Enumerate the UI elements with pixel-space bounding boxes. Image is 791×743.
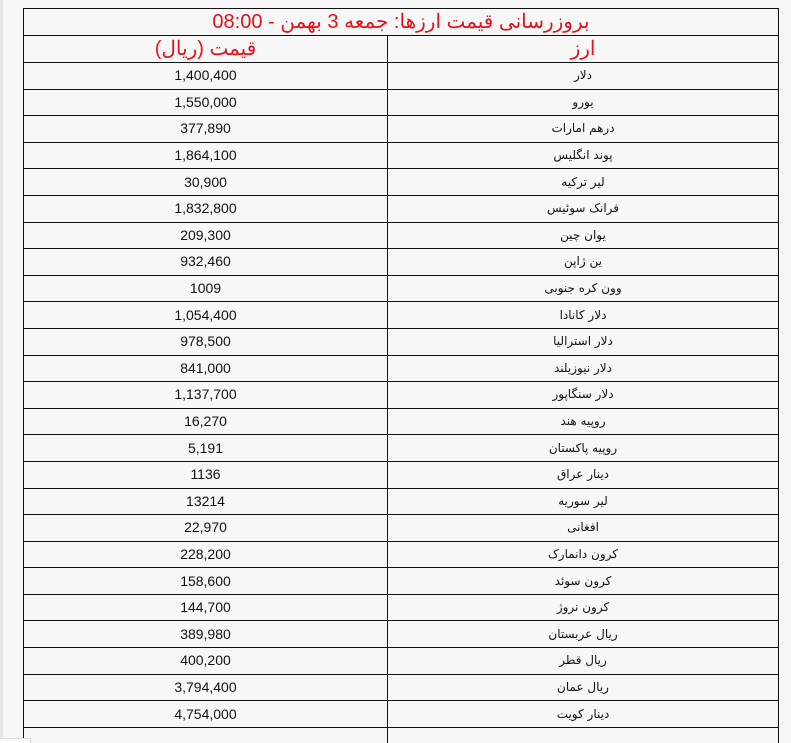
currency-price: 978,500 (24, 328, 388, 355)
table-row (24, 648, 779, 675)
currency-name: دلار کانادا (388, 302, 779, 329)
currency-name: ریال قطر (388, 648, 779, 675)
page-left-edge (0, 0, 3, 743)
currency-name: یورو (388, 89, 779, 116)
currency-name: پوند انگلیس (388, 142, 779, 169)
currency-price: 158,600 (24, 568, 388, 595)
currency-price: 3,794,400 (24, 674, 388, 701)
currency-name: دینار کویت (388, 701, 779, 728)
currency-name: کرون دانمارک (388, 541, 779, 568)
currency-price: 1,550,000 (24, 89, 388, 116)
table-row (24, 63, 779, 90)
table-row (24, 195, 779, 222)
currency-name: روپیه هند (388, 408, 779, 435)
currency-price: 932,460 (24, 249, 388, 276)
currency-price: 377,890 (24, 116, 388, 143)
table-row (24, 461, 779, 488)
currency-price: 228,200 (24, 541, 388, 568)
column-header-price: قیمت (ریال) (24, 36, 388, 63)
currency-price: 1136 (24, 461, 388, 488)
table-row (24, 701, 779, 728)
table-row (24, 515, 779, 542)
currency-price (24, 727, 388, 743)
currency-name: دلار استرالیا (388, 328, 779, 355)
table-row (24, 275, 779, 302)
currency-price: 4,754,000 (24, 701, 388, 728)
table-row (24, 249, 779, 276)
currency-price: 1,137,700 (24, 382, 388, 409)
currency-name: افغانی (388, 515, 779, 542)
currency-price: 1009 (24, 275, 388, 302)
title-row (24, 9, 779, 36)
currency-price: 209,300 (24, 222, 388, 249)
currency-price: 30,900 (24, 169, 388, 196)
currency-price: 1,864,100 (24, 142, 388, 169)
currency-name: دینار عراق (388, 461, 779, 488)
currency-name: وون کره جنوبی (388, 275, 779, 302)
table-row (24, 568, 779, 595)
table-row (24, 355, 779, 382)
currency-name: یوان چین (388, 222, 779, 249)
table-row (24, 222, 779, 249)
currency-name: کرون نروژ (388, 594, 779, 621)
currency-price: 1,400,400 (24, 63, 388, 90)
currency-name: فرانک سوئیس (388, 195, 779, 222)
currency-price: 144,700 (24, 594, 388, 621)
table-row (24, 488, 779, 515)
table-row (24, 328, 779, 355)
table-row (24, 89, 779, 116)
currency-name: دلار نیوزیلند (388, 355, 779, 382)
column-header-currency: ارز (388, 36, 779, 63)
table-body (24, 63, 779, 743)
currency-price: 1,832,800 (24, 195, 388, 222)
currency-name: لیر ترکیه (388, 169, 779, 196)
currency-name: ریال عمان (388, 674, 779, 701)
currency-price: 841,000 (24, 355, 388, 382)
table-row (24, 541, 779, 568)
currency-price: 16,270 (24, 408, 388, 435)
currency-rates-table (23, 8, 779, 743)
currency-name: دلار (388, 63, 779, 90)
currency-price: 1,054,400 (24, 302, 388, 329)
currency-name (388, 727, 779, 743)
currency-name: درهم امارات (388, 116, 779, 143)
currency-price: 400,200 (24, 648, 388, 675)
currency-name: دلار سنگاپور (388, 382, 779, 409)
table-row (24, 116, 779, 143)
page-bottom-tab (0, 738, 31, 743)
currency-price: 5,191 (24, 435, 388, 462)
currency-price: 13214 (24, 488, 388, 515)
table-row-partial (24, 727, 779, 743)
header-row (24, 36, 779, 63)
table-row (24, 169, 779, 196)
table-row (24, 408, 779, 435)
currency-name: ریال عربستان (388, 621, 779, 648)
currency-name: ین ژاپن (388, 249, 779, 276)
table-row (24, 621, 779, 648)
currency-name: لیر سوریه (388, 488, 779, 515)
currency-name: روپیه پاکستان (388, 435, 779, 462)
table-row (24, 594, 779, 621)
currency-price: 22,970 (24, 515, 388, 542)
currency-price: 389,980 (24, 621, 388, 648)
table-row (24, 674, 779, 701)
table-row (24, 382, 779, 409)
table-row (24, 435, 779, 462)
table-title: بروزرسانی قیمت ارزها: جمعه 3 بهمن - 08:00 (24, 9, 779, 36)
table-row (24, 302, 779, 329)
currency-name: کرون سوئد (388, 568, 779, 595)
table-row (24, 142, 779, 169)
